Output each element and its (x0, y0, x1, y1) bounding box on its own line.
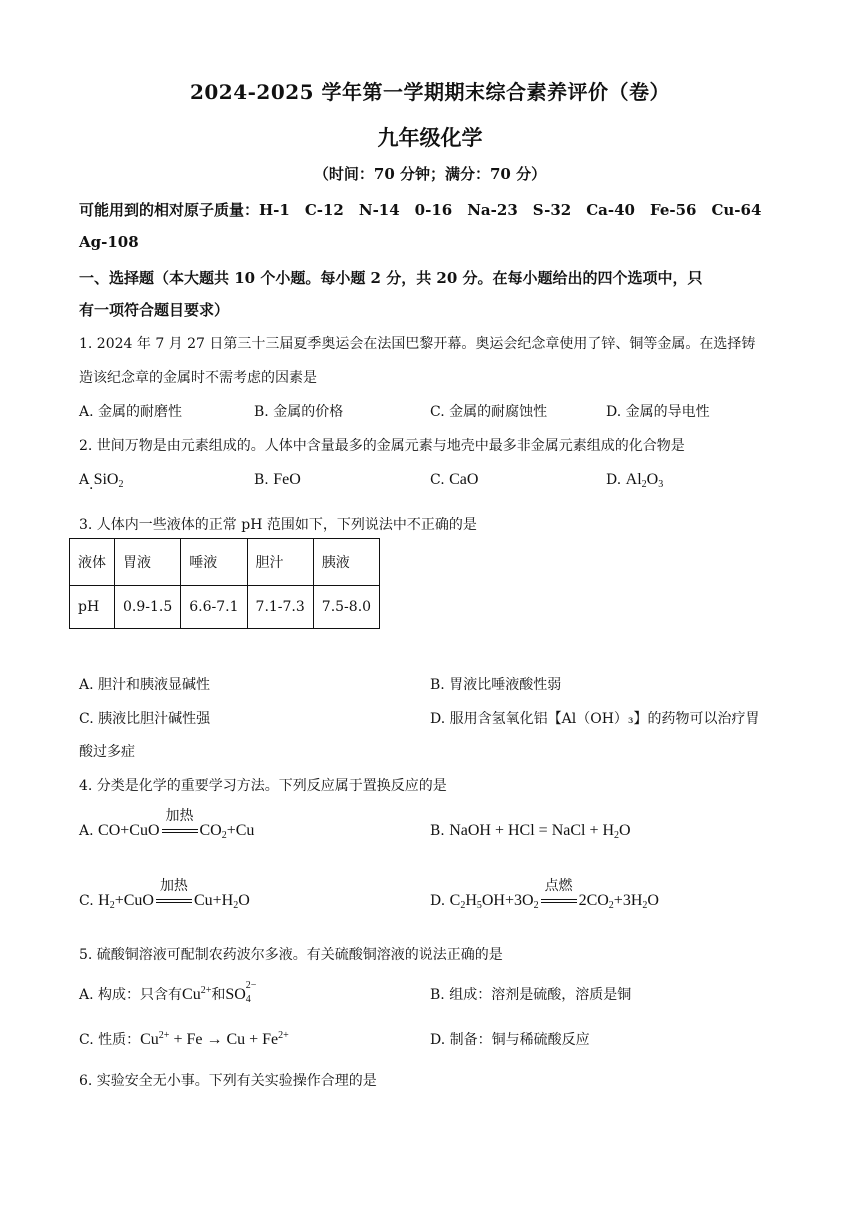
eq-term: O (619, 822, 631, 839)
formula-subscript: 2 (233, 900, 239, 911)
ph-table (69, 538, 380, 629)
atomic-mass-line-cont: Ag-108 (79, 233, 139, 251)
q1-option-c: C. 金属的耐腐蚀性 (430, 404, 548, 420)
eq-term: CO+CuO (98, 822, 160, 839)
table-cell: pH (70, 586, 115, 629)
formula-superscript: 2+ (158, 1030, 170, 1041)
eq-term: +Cu (226, 822, 255, 839)
mark-dot: · (89, 481, 94, 497)
table-cell: 胆汁 (247, 539, 313, 586)
formula-sio2 (94, 471, 124, 488)
eq-term: C (449, 892, 461, 909)
table-cell: 液体 (70, 539, 115, 586)
formula-base: O (646, 471, 659, 488)
option-label: A. (79, 823, 94, 839)
formula-subscript: 2 (221, 830, 227, 841)
exam-title: 2024-2025 学年第一学期期末综合素养评价（卷） (189, 80, 671, 104)
option-label: C. (79, 893, 94, 909)
table-row (70, 586, 380, 629)
q4-option-d (430, 878, 659, 911)
option-label: D. (606, 472, 622, 488)
q2-option-a (79, 471, 123, 490)
table-cell: 0.9-1.5 (115, 586, 181, 629)
q5-stem: 5. 硫酸铜溶液可配制农药波尔多液。有关硫酸铜溶液的说法正确的是 (79, 947, 503, 963)
formula-superscript: 2+ (278, 1030, 289, 1041)
formula-base: SiO (93, 471, 119, 488)
q3-option-d-cont: 酸过多症 (79, 744, 135, 760)
eq-term: Cu (140, 1031, 159, 1048)
q1-option-d: D. 金属的导电性 (606, 404, 710, 420)
equation-b (449, 822, 630, 839)
option-label: D. (430, 893, 446, 909)
option-label: C. (430, 472, 445, 488)
table-cell: 7.5-8.0 (313, 586, 379, 629)
q2-option-c (430, 471, 478, 489)
formula-superscript: 2+ (200, 985, 212, 996)
q4-option-c (79, 878, 250, 911)
formula-subscript: 5 (476, 900, 482, 911)
q5-option-b: B. 组成：溶剂是硫酸，溶质是铜 (430, 987, 632, 1003)
exam-time-info: （时间：70 分钟；满分：70 分） (313, 165, 547, 183)
q3-option-b: B. 胃液比唾液酸性弱 (430, 677, 562, 693)
super-sub-stack (245, 980, 257, 1006)
eq-term: OH+3O (481, 892, 534, 909)
section-heading-cont: 有一项符合题目要求） (79, 301, 230, 319)
q1-stem: 1. 2024 年 7 月 27 日第三十三届夏季奥运会在法国巴黎开幕。奥运会纪念章使用了锌、铜等金属。在选择铸 (79, 336, 756, 352)
eq-term: NaOH + HCl = NaCl + H (449, 822, 615, 839)
formula-feo: FeO (273, 471, 301, 488)
formula-superscript: 2− (245, 980, 257, 992)
formula-subscript: 2 (460, 900, 466, 911)
equation-a (98, 808, 255, 841)
reaction-condition (541, 878, 577, 910)
table-cell: 胃液 (115, 539, 181, 586)
q1-option-b: B. 金属的价格 (254, 404, 344, 420)
q2-option-d (606, 471, 663, 490)
q1-stem-cont: 造该纪念章的金属时不需考虑的因素是 (79, 370, 317, 386)
equation-d (449, 878, 659, 911)
table-header-row (70, 539, 380, 586)
q3-stem: 3. 人体内一些液体的正常 pH 范围如下，下列说法中不正确的是 (79, 517, 477, 533)
option-label: B. (430, 823, 445, 839)
eq-term: H (465, 892, 477, 909)
section-heading: 一、选择题（本大题共 10 个小题。每小题 2 分，共 20 分。在每小题给出的四个选项中，只 (79, 269, 703, 287)
q6-stem: 6. 实验安全无小事。下列有关实验操作合理的是 (79, 1073, 377, 1089)
q3-option-d: D. 服用含氢氧化铝【Al（OH）₃】的药物可以治疗胃 (430, 711, 760, 727)
eq-term: O (238, 892, 250, 909)
atomic-mass-line: 可能用到的相对原子质量：H-1 C-12 N-14 0-16 Na-23 S-32 Ca-40 Fe-56 Cu-64 (79, 201, 762, 219)
formula-subscript: 4 (245, 994, 251, 1006)
formula-subscript: 2 (109, 900, 115, 911)
option-label: A (79, 472, 90, 488)
table-cell: 7.1-7.3 (247, 586, 313, 629)
q3-option-a: A. 胆汁和胰液显碱性 (79, 677, 211, 693)
ion-so4 (225, 980, 257, 1006)
formula-base: Cu (182, 986, 201, 1003)
equation-ion (140, 1031, 289, 1048)
table-cell: 6.6-7.1 (181, 586, 247, 629)
exam-subject: 九年级化学 (377, 125, 483, 150)
q3-option-c: C. 胰液比胆汁碱性强 (79, 711, 211, 727)
eq-term: Cu+H (193, 892, 234, 909)
q5-option-c (79, 1029, 289, 1049)
ion-cu (182, 986, 211, 1003)
formula-base: SO (225, 986, 246, 1003)
eq-term: +3H (613, 892, 643, 909)
reaction-condition (156, 878, 192, 910)
equals-bar (156, 899, 192, 903)
formula-al2o3 (626, 471, 664, 488)
table-cell: 唾液 (181, 539, 247, 586)
condition-label: 加热 (159, 878, 188, 894)
formula-subscript: 2 (608, 900, 614, 911)
q2-stem: 2. 世间万物是由元素组成的。人体中含量最多的金属元素与地壳中最多非金属元素组成的化合物是 (79, 438, 685, 454)
formula-subscript: 2 (642, 900, 648, 911)
q4-stem: 4. 分类是化学的重要学习方法。下列反应属于置换反应的是 (79, 778, 447, 794)
table-cell: 胰液 (313, 539, 379, 586)
condition-label: 加热 (165, 808, 194, 824)
eq-term: +CuO (114, 892, 154, 909)
formula-subscript: 2 (118, 479, 124, 490)
equals-bar (541, 899, 577, 903)
q2-option-b (254, 471, 301, 489)
eq-term: O (647, 892, 659, 909)
reaction-condition (162, 808, 198, 840)
option-text: C. 性质： (79, 1032, 141, 1048)
q5-option-a (79, 980, 257, 1006)
equation-c (98, 878, 250, 911)
option-label: B. (254, 472, 269, 488)
eq-term: 2CO (578, 892, 609, 909)
formula-subscript: 2 (614, 830, 620, 841)
q4-option-a (79, 808, 255, 841)
formula-base: Al (625, 471, 642, 488)
eq-term: H (98, 892, 110, 909)
option-text: 和 (211, 987, 226, 1003)
eq-term: + Fe → Cu + Fe (169, 1031, 279, 1048)
equals-bar (162, 829, 198, 833)
formula-subscript: 3 (658, 479, 664, 490)
q1-option-a: A. 金属的耐磨性 (79, 404, 183, 420)
formula-subscript: 2 (641, 479, 647, 490)
formula-subscript: 2 (533, 900, 539, 911)
q4-option-b (430, 822, 631, 841)
option-text: A. 构成：只含有 (79, 987, 183, 1003)
formula-cao: CaO (449, 471, 479, 488)
q5-option-d: D. 制备：铜与稀硫酸反应 (430, 1032, 590, 1048)
eq-term: CO (199, 822, 222, 839)
condition-label: 点燃 (544, 878, 573, 894)
